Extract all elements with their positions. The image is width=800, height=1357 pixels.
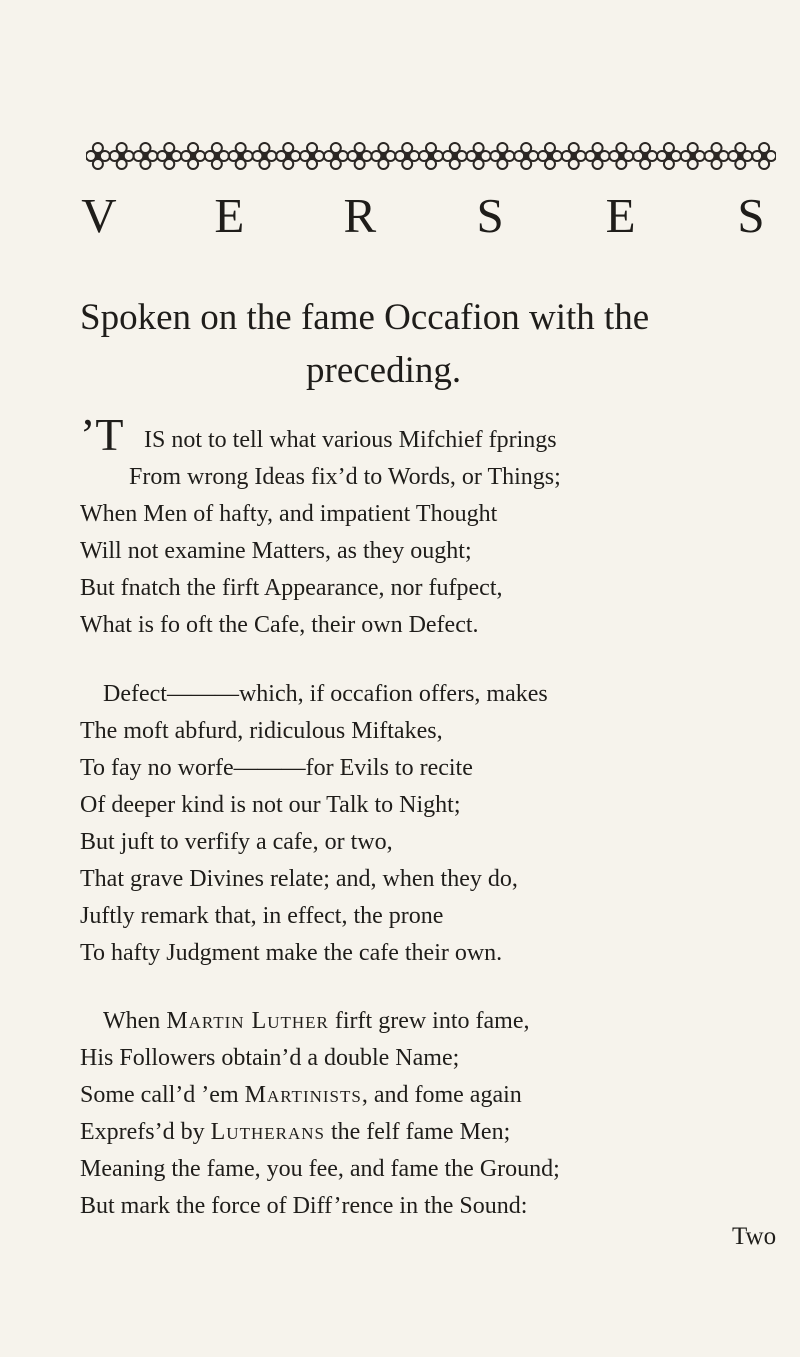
title-letter: E [214,188,245,243]
poem-line: But juft to verfify a cafe, or two, [80,829,393,855]
line-text: the felf fame Men; [324,1119,511,1145]
ornament-flower-icon [443,143,467,169]
poem-line: To fay no worfe———for Evils to recite [80,755,473,781]
proper-name: Martinists [244,1082,362,1108]
ornament-flower-icon [86,143,110,169]
drop-cap: ’T [80,409,124,460]
line-text: When [103,1008,167,1034]
floral-ornament-row-icon [86,143,776,169]
poem-line [103,1006,529,1036]
catchword: Two [732,1223,777,1250]
poem-line: Will not examine Matters, as they ought; [80,538,472,564]
ornament-flower-icon [419,143,443,169]
title-letter: S [737,188,765,243]
poem-line: When Men of hafty, and impatient Thought [80,501,498,527]
title-letter: R [343,188,377,243]
poem-line: Juftly remark that, in effect, the prone [80,903,444,929]
ornament-flower-icon [681,143,705,169]
ornament-flower-icon [181,143,205,169]
poem-line: What is fo oft the Cafe, their own Defect. [80,612,479,638]
ornament-flower-icon [586,143,610,169]
ornament-flower-icon [609,143,633,169]
title-letter: S [476,188,504,243]
line-text: Some call’d ’em [80,1082,245,1108]
poem-line: IS not to tell what various Mifchief fprings [144,427,557,453]
ornament-flower-icon [657,143,681,169]
title-letter: V [81,188,117,243]
title-letter: E [605,188,636,243]
ornament-flower-icon [371,143,395,169]
poem-line: To hafty Judgment make the cafe their own. [80,940,503,966]
proper-name: Martin Luther [166,1008,329,1034]
poem-line: Meaning the fame, you fee, and fame the Ground; [80,1156,560,1182]
ornament-flower-icon [324,143,348,169]
ornament-flower-icon [252,143,276,169]
ornament-flower-icon [348,143,372,169]
ornament-flower-icon [276,143,300,169]
ornament-flower-icon [538,143,562,169]
ornament-flower-icon [110,143,134,169]
poem-line: But mark the force of Diff’rence in the Sound: [80,1193,528,1219]
ornament-flower-icon [229,143,253,169]
ornament-flower-icon [467,143,491,169]
ornament-flower-icon [133,143,157,169]
proper-name: Lutherans [210,1119,325,1145]
subtitle-line-1: Spoken on the fame Occafion with the [80,297,650,338]
ornament-flower-icon [705,143,729,169]
ornament-band [86,138,776,174]
ornament-flower-icon [752,143,776,169]
poem-line: Defect———which, if occafion offers, makes [103,681,548,707]
poem-line [80,1117,510,1147]
ornament-flower-icon [157,143,181,169]
subtitle-line-2: preceding. [306,350,462,391]
ornament-flower-icon [205,143,229,169]
line-text: , and fome again [361,1082,522,1108]
poem-line: The moft abfurd, ridiculous Miftakes, [80,718,443,744]
ornament-flower-icon [490,143,514,169]
poem-line [80,1080,522,1110]
ornament-flower-icon [514,143,538,169]
page-title [80,188,770,244]
ornament-flower-icon [395,143,419,169]
line-text: firft grew into fame, [328,1008,530,1034]
line-text: Exprefs’d by [80,1119,211,1145]
ornament-flower-icon [300,143,324,169]
ornament-flower-icon [633,143,657,169]
ornament-flower-icon [562,143,586,169]
ornament-flower-icon [728,143,752,169]
poem-line: Of deeper kind is not our Talk to Night; [80,792,461,818]
poem-line: From wrong Ideas fix’d to Words, or Things; [129,464,561,490]
poem-line: But fnatch the firft Appearance, nor fufpect, [80,575,503,601]
poem-line: His Followers obtain’d a double Name; [80,1045,460,1071]
poem-line: That grave Divines relate; and, when they do, [80,866,518,892]
